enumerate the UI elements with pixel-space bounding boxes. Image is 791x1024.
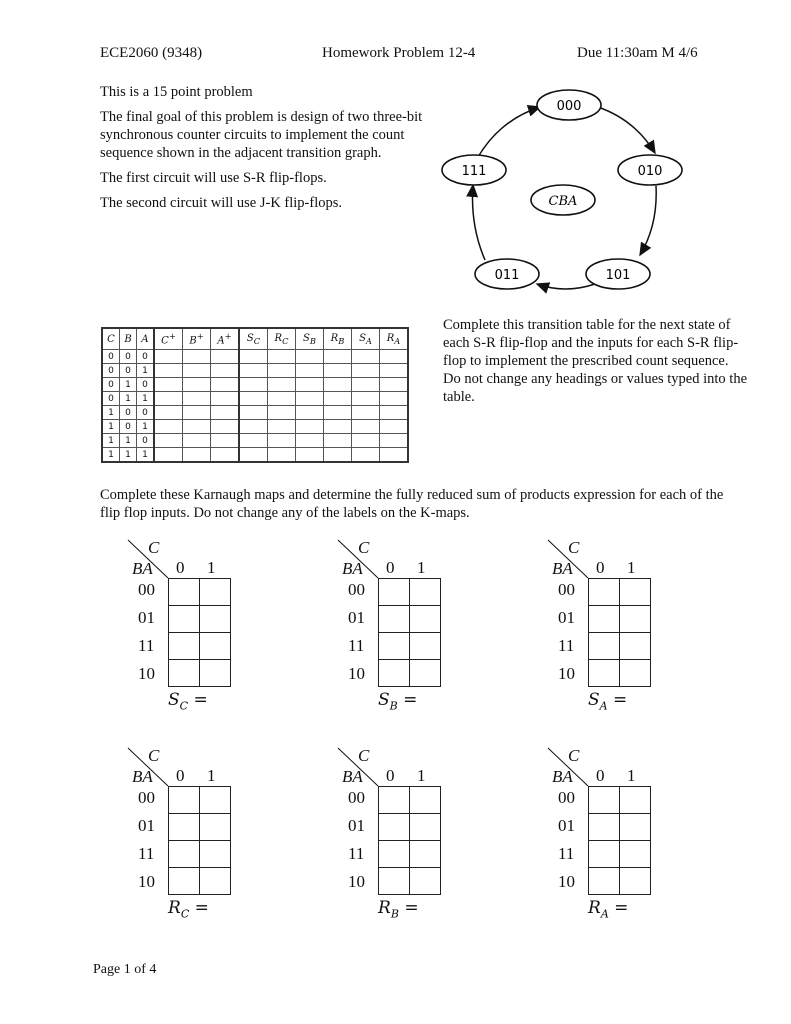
table-row	[102, 406, 408, 420]
kmap-s-c	[126, 538, 266, 728]
kmap-cell[interactable]	[589, 660, 620, 687]
answer-cell[interactable]	[183, 350, 211, 364]
kmap-row-label: 01	[558, 816, 575, 835]
answer-cell[interactable]	[211, 392, 240, 406]
answer-cell[interactable]	[268, 378, 296, 392]
kmap-row-label: 00	[348, 580, 365, 599]
kmap-cell[interactable]	[200, 787, 231, 814]
kmap-col-label: 1	[207, 558, 216, 577]
kmap-row-label: 00	[348, 788, 365, 807]
input-cell: 1	[137, 392, 155, 406]
second-circuit-line: The second circuit will use J-K flip-flops.	[100, 195, 343, 211]
kmap-row-label: 10	[138, 664, 155, 683]
table-row	[102, 364, 408, 378]
answer-cell[interactable]	[352, 392, 380, 406]
input-cell: 0	[137, 350, 155, 364]
page-number: Page 1 of 4	[93, 962, 157, 977]
kmap-row-label: 11	[138, 636, 155, 655]
answer-cell[interactable]	[239, 378, 268, 392]
answer-cell[interactable]	[296, 350, 324, 364]
kmap-col-label: 1	[627, 558, 636, 577]
kmap-col-var: C	[568, 538, 580, 557]
transition-table	[101, 327, 409, 463]
kmap-grid	[588, 786, 651, 895]
input-cell: 1	[102, 434, 120, 448]
answer-cell[interactable]	[296, 420, 324, 434]
edge-011-111	[473, 185, 486, 260]
answer-cell[interactable]	[352, 406, 380, 420]
state-010	[618, 155, 682, 185]
kmap-expression: $R_A$ =	[588, 898, 629, 921]
answer-cell[interactable]	[324, 350, 352, 364]
kmap-cell[interactable]	[169, 814, 200, 841]
kmap-cell[interactable]	[620, 606, 651, 633]
answer-cell[interactable]	[211, 350, 240, 364]
input-cell: 1	[120, 448, 137, 463]
answer-cell[interactable]	[183, 406, 211, 420]
kmap-row-label: 00	[138, 580, 155, 599]
kmap-cell[interactable]	[589, 868, 620, 895]
answer-cell[interactable]	[324, 434, 352, 448]
kmap-cell[interactable]	[410, 841, 441, 868]
svg-text:CBA: CBA	[548, 194, 578, 209]
kmap-cell[interactable]	[169, 633, 200, 660]
kmap-s-a	[546, 538, 686, 728]
kmap-r-a	[546, 746, 686, 936]
kmap-expression: $S_A$ =	[588, 690, 628, 713]
table-row	[102, 434, 408, 448]
kmap-cell[interactable]	[410, 814, 441, 841]
kmap-row-label: 11	[348, 636, 365, 655]
answer-cell[interactable]	[154, 378, 183, 392]
answer-cell[interactable]	[352, 378, 380, 392]
kmap-r-c	[126, 746, 266, 936]
kmap-col-label: 1	[627, 766, 636, 785]
center-label	[531, 185, 595, 215]
kmap-cell[interactable]	[589, 606, 620, 633]
answer-cell[interactable]	[324, 448, 352, 463]
answer-cell[interactable]	[154, 406, 183, 420]
answer-cell[interactable]	[380, 406, 409, 420]
answer-cell[interactable]	[211, 378, 240, 392]
first-circuit-line: The first circuit will use S-R flip-flops.	[100, 170, 327, 186]
answer-cell[interactable]	[183, 364, 211, 378]
answer-cell[interactable]	[154, 448, 183, 463]
state-101	[586, 259, 650, 289]
kmap-cell[interactable]	[379, 814, 410, 841]
kmap-cell[interactable]	[200, 814, 231, 841]
answer-cell[interactable]	[380, 434, 409, 448]
table-row	[102, 420, 408, 434]
kmap-col-label: 0	[176, 766, 185, 785]
answer-cell[interactable]	[154, 350, 183, 364]
kmap-expression: $R_B$ =	[378, 898, 419, 921]
answer-cell[interactable]	[183, 448, 211, 463]
kmap-row-label: 11	[558, 844, 575, 863]
kmap-r-b	[336, 746, 476, 936]
input-cell: 0	[102, 378, 120, 392]
kmap-cell[interactable]	[200, 633, 231, 660]
answer-cell[interactable]	[239, 392, 268, 406]
svg-text:101: 101	[605, 268, 631, 283]
kmap-expression: $S_C$ =	[168, 690, 208, 713]
input-cell: 0	[137, 434, 155, 448]
answer-cell[interactable]	[183, 420, 211, 434]
kmap-cell[interactable]	[589, 633, 620, 660]
kmap-grid	[378, 786, 441, 895]
answer-cell[interactable]	[268, 434, 296, 448]
kmap-row-var: BA	[132, 767, 153, 786]
kmap-cell[interactable]	[620, 841, 651, 868]
svg-text:111: 111	[461, 164, 487, 179]
kmap-row-var: BA	[342, 767, 363, 786]
kmap-row-label: 01	[348, 816, 365, 835]
kmap-cell[interactable]	[620, 814, 651, 841]
answer-cell[interactable]	[324, 364, 352, 378]
input-cell: 0	[102, 350, 120, 364]
kmap-cell[interactable]	[620, 633, 651, 660]
kmap-col-label: 0	[386, 766, 395, 785]
answer-cell[interactable]	[268, 448, 296, 463]
answer-cell[interactable]	[154, 420, 183, 434]
kmap-col-var: C	[148, 538, 160, 557]
kmap-col-label: 0	[596, 558, 605, 577]
page-title: Homework Problem 12-4	[322, 45, 476, 61]
due-date: Due 11:30am M 4/6	[577, 45, 698, 61]
input-cell: 1	[137, 420, 155, 434]
answer-cell[interactable]	[324, 378, 352, 392]
kmap-row-var: BA	[132, 559, 153, 578]
kmap-cell[interactable]	[410, 787, 441, 814]
kmap-cell[interactable]	[410, 660, 441, 687]
kmap-col-label: 1	[417, 558, 426, 577]
kmap-cell[interactable]	[379, 606, 410, 633]
table-instructions: Complete this transition table for the next state of each S-R flip-flop and the inputs for each S-R flip-flop to implement the prescribed count sequence. Do not change any headings or values typed into the table.	[443, 317, 748, 405]
answer-cell[interactable]	[352, 350, 380, 364]
kmap-row-label: 10	[558, 664, 575, 683]
state-011	[475, 259, 539, 289]
state-111	[442, 155, 506, 185]
kmap-row-label: 10	[138, 872, 155, 891]
svg-text:000: 000	[556, 99, 582, 114]
answer-cell[interactable]	[380, 392, 409, 406]
kmap-cell[interactable]	[169, 606, 200, 633]
input-cell: 1	[137, 364, 155, 378]
answer-cell[interactable]	[296, 378, 324, 392]
kmap-grid	[168, 786, 231, 895]
kmap-cell[interactable]	[410, 579, 441, 606]
answer-cell[interactable]	[154, 364, 183, 378]
answer-cell[interactable]	[239, 364, 268, 378]
input-cell: 0	[137, 378, 155, 392]
kmap-row-label: 00	[558, 580, 575, 599]
kmap-expression: $R_C$ =	[168, 898, 209, 921]
kmap-cell[interactable]	[169, 787, 200, 814]
answer-cell[interactable]	[211, 364, 240, 378]
kmap-cell[interactable]	[379, 841, 410, 868]
state-000	[537, 90, 601, 120]
kmap-cell[interactable]	[410, 606, 441, 633]
edge-000-010	[598, 107, 655, 153]
kmap-col-var: C	[568, 746, 580, 765]
answer-cell[interactable]	[296, 392, 324, 406]
kmap-instructions: Complete these Karnaugh maps and determine the fully reduced sum of products expression for each of the flip flop inputs. Do not change any of the labels on the K-maps.	[100, 487, 724, 521]
kmap-cell[interactable]	[200, 841, 231, 868]
intro-text	[100, 83, 425, 219]
svg-text:010: 010	[637, 164, 663, 179]
goal-paragraph: The final goal of this problem is design of two three-bit synchronous counter circuits to implement the count sequence shown in the adjacent transition graph.	[100, 109, 423, 161]
kmap-col-var: C	[358, 746, 370, 765]
kmap-col-label: 0	[176, 558, 185, 577]
transition-graph	[430, 85, 700, 305]
kmap-cell[interactable]	[169, 841, 200, 868]
kmap-row-var: BA	[552, 559, 573, 578]
input-cell: 1	[137, 448, 155, 463]
answer-cell[interactable]	[380, 378, 409, 392]
kmap-cell[interactable]	[620, 579, 651, 606]
kmap-cell[interactable]	[200, 579, 231, 606]
table-row	[102, 448, 408, 463]
answer-cell[interactable]	[380, 420, 409, 434]
kmap-row-label: 01	[348, 608, 365, 627]
answer-cell[interactable]	[211, 420, 240, 434]
input-cell: 0	[120, 406, 137, 420]
kmap-col-label: 0	[386, 558, 395, 577]
points-line: This is a 15 point problem	[100, 84, 253, 100]
kmap-expression: $S_B$ =	[378, 690, 418, 713]
answer-cell[interactable]	[268, 364, 296, 378]
answer-cell[interactable]	[268, 392, 296, 406]
kmap-row-label: 11	[138, 844, 155, 863]
answer-cell[interactable]	[239, 406, 268, 420]
answer-cell[interactable]	[154, 434, 183, 448]
kmap-cell[interactable]	[589, 787, 620, 814]
kmap-row-label: 10	[348, 872, 365, 891]
kmap-cell[interactable]	[410, 868, 441, 895]
input-cell: 0	[102, 392, 120, 406]
kmap-grid	[378, 578, 441, 687]
answer-cell[interactable]	[268, 350, 296, 364]
kmap-row-label: 10	[558, 872, 575, 891]
kmap-row-label: 00	[138, 788, 155, 807]
kmap-cell[interactable]	[589, 841, 620, 868]
input-cell: 1	[120, 434, 137, 448]
answer-cell[interactable]	[211, 406, 240, 420]
answer-cell[interactable]	[211, 434, 240, 448]
table-row	[102, 392, 408, 406]
kmap-cell[interactable]	[379, 868, 410, 895]
input-cell: 1	[120, 392, 137, 406]
kmap-row-label: 01	[138, 608, 155, 627]
kmap-cell[interactable]	[379, 633, 410, 660]
answer-cell[interactable]	[183, 392, 211, 406]
edge-111-000	[478, 107, 540, 157]
input-cell: 1	[120, 378, 137, 392]
answer-cell[interactable]	[296, 406, 324, 420]
table-row	[102, 350, 408, 364]
kmap-col-var: C	[358, 538, 370, 557]
answer-cell[interactable]	[183, 378, 211, 392]
table-header-row: C B A C+ B+ A+ $S_C$ $R_C$ $S_B$ $R_B$ $S_A$ $R_A$	[102, 328, 408, 350]
edge-101-011	[537, 284, 595, 289]
answer-cell[interactable]	[380, 364, 409, 378]
answer-cell[interactable]	[324, 392, 352, 406]
answer-cell[interactable]	[352, 420, 380, 434]
answer-cell[interactable]	[268, 420, 296, 434]
answer-cell[interactable]	[296, 434, 324, 448]
kmap-row-var: BA	[552, 767, 573, 786]
kmap-cell[interactable]	[620, 868, 651, 895]
answer-cell[interactable]	[380, 350, 409, 364]
kmap-cell[interactable]	[169, 579, 200, 606]
kmap-grid	[588, 578, 651, 687]
kmap-grid	[168, 578, 231, 687]
answer-cell[interactable]	[380, 448, 409, 463]
kmap-row-label: 11	[558, 636, 575, 655]
input-cell: 0	[120, 364, 137, 378]
kmap-col-label: 0	[596, 766, 605, 785]
kmap-cell[interactable]	[620, 787, 651, 814]
answer-cell[interactable]	[352, 364, 380, 378]
input-cell: 1	[102, 420, 120, 434]
answer-cell[interactable]	[324, 420, 352, 434]
answer-cell[interactable]	[183, 434, 211, 448]
kmap-cell[interactable]	[589, 814, 620, 841]
kmap-row-label: 01	[138, 816, 155, 835]
kmap-cell[interactable]	[379, 787, 410, 814]
answer-cell[interactable]	[239, 420, 268, 434]
answer-cell[interactable]	[154, 392, 183, 406]
answer-cell[interactable]	[296, 448, 324, 463]
kmap-cell[interactable]	[410, 633, 441, 660]
kmap-col-label: 1	[417, 766, 426, 785]
answer-cell[interactable]	[239, 448, 268, 463]
svg-text:011: 011	[494, 268, 520, 283]
kmap-row-label: 00	[558, 788, 575, 807]
answer-cell[interactable]	[239, 434, 268, 448]
kmap-cell[interactable]	[200, 868, 231, 895]
kmap-row-label: 01	[558, 608, 575, 627]
kmap-cell[interactable]	[200, 660, 231, 687]
kmap-cell[interactable]	[620, 660, 651, 687]
kmap-cell[interactable]	[169, 868, 200, 895]
answer-cell[interactable]	[239, 350, 268, 364]
answer-cell[interactable]	[296, 364, 324, 378]
kmap-row-label: 11	[348, 844, 365, 863]
course-label: ECE2060 (9348)	[100, 45, 203, 61]
input-cell: 1	[102, 448, 120, 463]
kmap-s-b	[336, 538, 476, 728]
kmap-col-var: C	[148, 746, 160, 765]
kmap-cell[interactable]	[200, 606, 231, 633]
input-cell: 0	[120, 420, 137, 434]
input-cell: 0	[137, 406, 155, 420]
kmap-cell[interactable]	[379, 660, 410, 687]
input-cell: 0	[102, 364, 120, 378]
edge-010-101	[640, 186, 656, 255]
answer-cell[interactable]	[352, 434, 380, 448]
answer-cell[interactable]	[268, 406, 296, 420]
kmap-col-label: 1	[207, 766, 216, 785]
input-cell: 0	[120, 350, 137, 364]
kmap-cell[interactable]	[169, 660, 200, 687]
answer-cell[interactable]	[324, 406, 352, 420]
answer-cell[interactable]	[352, 448, 380, 463]
answer-cell[interactable]	[211, 448, 240, 463]
input-cell: 1	[102, 406, 120, 420]
table-row	[102, 378, 408, 392]
kmap-row-var: BA	[342, 559, 363, 578]
kmap-row-label: 10	[348, 664, 365, 683]
kmap-cell[interactable]	[589, 579, 620, 606]
kmap-cell[interactable]	[379, 579, 410, 606]
